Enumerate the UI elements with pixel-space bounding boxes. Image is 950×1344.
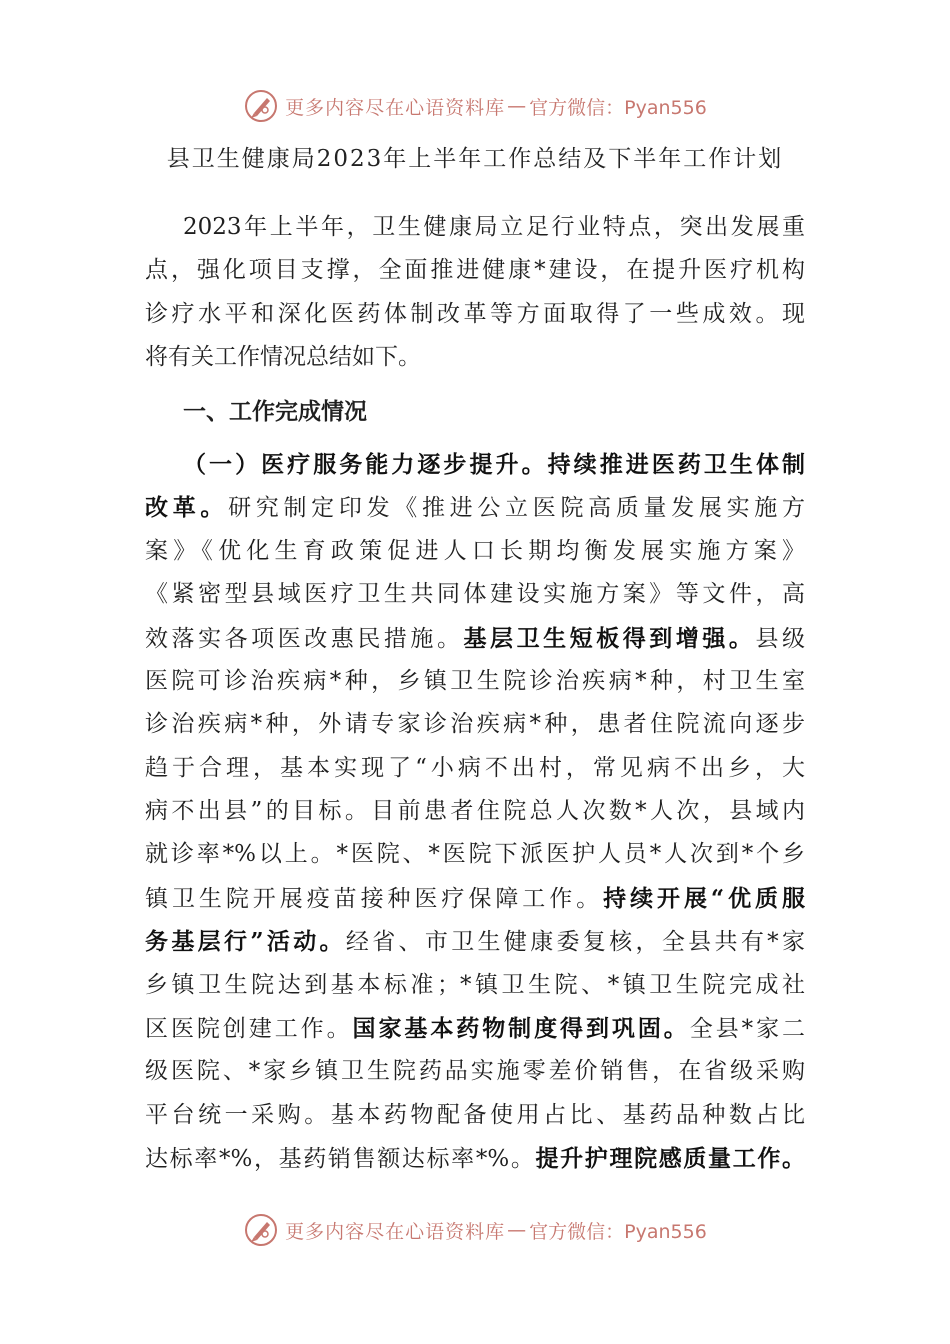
paragraph-line: 乡镇卫生院达到基本标准；*镇卫生院、*镇卫生院完成社 bbox=[145, 971, 805, 998]
banner-text: 更多内容尽在心语资料库 bbox=[285, 1220, 506, 1243]
paragraph-line: 改革。研究制定印发《推进公立医院高质量发展实施方 bbox=[145, 494, 805, 522]
paragraph-line bbox=[145, 443, 805, 486]
bold-phrase: 国家基本药物制度得到巩固。 bbox=[352, 1015, 690, 1043]
paragraph-line: 诊治疾病*种，外请专家诊治疾病*种，患者住院流向逐步 bbox=[145, 711, 805, 738]
paragraph-line: 案》《优化生育政策促进人口长期均衡发展实施方案》 bbox=[145, 537, 805, 564]
paragraph-line: 平台统一采购。基本药物配备使用占比、基药品种数占比 bbox=[145, 1101, 805, 1128]
paragraph-line: 达标率*%，基药销售额达标率*%。提升护理院感质量工作。 bbox=[145, 1145, 805, 1173]
bold-phrase: 持续开展“优质服 bbox=[603, 884, 805, 912]
bold-phrase: 基层卫生短板得到增强。 bbox=[463, 624, 756, 652]
bold-phrase: 提升护理院感质量工作。 bbox=[535, 1145, 805, 1173]
document-body bbox=[145, 206, 805, 1181]
intro-line: 2023年上半年，卫生健康局立足行业特点，突出发展重 bbox=[183, 214, 805, 240]
intro-line: 诊疗水平和深化医药体制改革等方面取得了一些成效。现 bbox=[145, 300, 805, 327]
paragraph-line: 效落实各项医改惠民措施。基层卫生短板得到增强。县级 bbox=[145, 624, 805, 652]
paragraph-line: 《紧密型县域医疗卫生共同体建设实施方案》等文件，高 bbox=[145, 581, 805, 608]
header-banner bbox=[0, 86, 950, 126]
subsection-heading: （一）医疗服务能力逐步提升。持续推进医药卫生体制 bbox=[183, 450, 805, 478]
paragraph-line: 就诊率*%以上。*医院、*医院下派医护人员*人次到*个乡 bbox=[145, 841, 805, 868]
banner-separator: — bbox=[507, 95, 528, 117]
document-title: 县卫生健康局2023年上半年工作总结及下半年工作计划 bbox=[166, 146, 784, 172]
paragraph-line: 医院可诊治疾病*种，乡镇卫生院诊治疾病*种，村卫生室 bbox=[145, 667, 805, 694]
paragraph-line: 镇卫生院开展疫苗接种医疗保障工作。持续开展“优质服 bbox=[145, 884, 805, 912]
footer-banner bbox=[0, 1210, 950, 1250]
pen-logo-icon bbox=[243, 1212, 279, 1248]
banner-wechat: 官方微信：Pyan556 bbox=[529, 1220, 707, 1243]
paragraph-line: 级医院、*家乡镇卫生院药品实施零差价销售，在省级采购 bbox=[145, 1058, 805, 1085]
section-heading: 一、工作完成情况 bbox=[183, 397, 367, 425]
paragraph-line: 区医院创建工作。国家基本药物制度得到巩固。全县*家二 bbox=[145, 1015, 805, 1043]
intro-line: 点，强化项目支撑，全面推进健康*建设，在提升医疗机构 bbox=[145, 257, 805, 284]
paragraph-line: 病不出县”的目标。目前患者住院总人次数*人次，县域内 bbox=[145, 798, 805, 825]
banner-text: 更多内容尽在心语资料库 bbox=[285, 96, 506, 119]
bold-phrase: 改革。 bbox=[145, 494, 229, 522]
banner-separator: — bbox=[507, 1219, 528, 1241]
pen-logo-icon bbox=[243, 88, 279, 124]
bold-phrase: 务基层行”活动。 bbox=[145, 928, 346, 956]
paragraph-line: 务基层行”活动。经省、市卫生健康委复核，全县共有*家 bbox=[145, 928, 805, 956]
paragraph-line: 趋于合理，基本实现了“小病不出村，常见病不出乡，大 bbox=[145, 754, 805, 781]
intro-line: 将有关工作情况总结如下。 bbox=[145, 344, 421, 371]
banner-wechat: 官方微信：Pyan556 bbox=[529, 96, 707, 119]
